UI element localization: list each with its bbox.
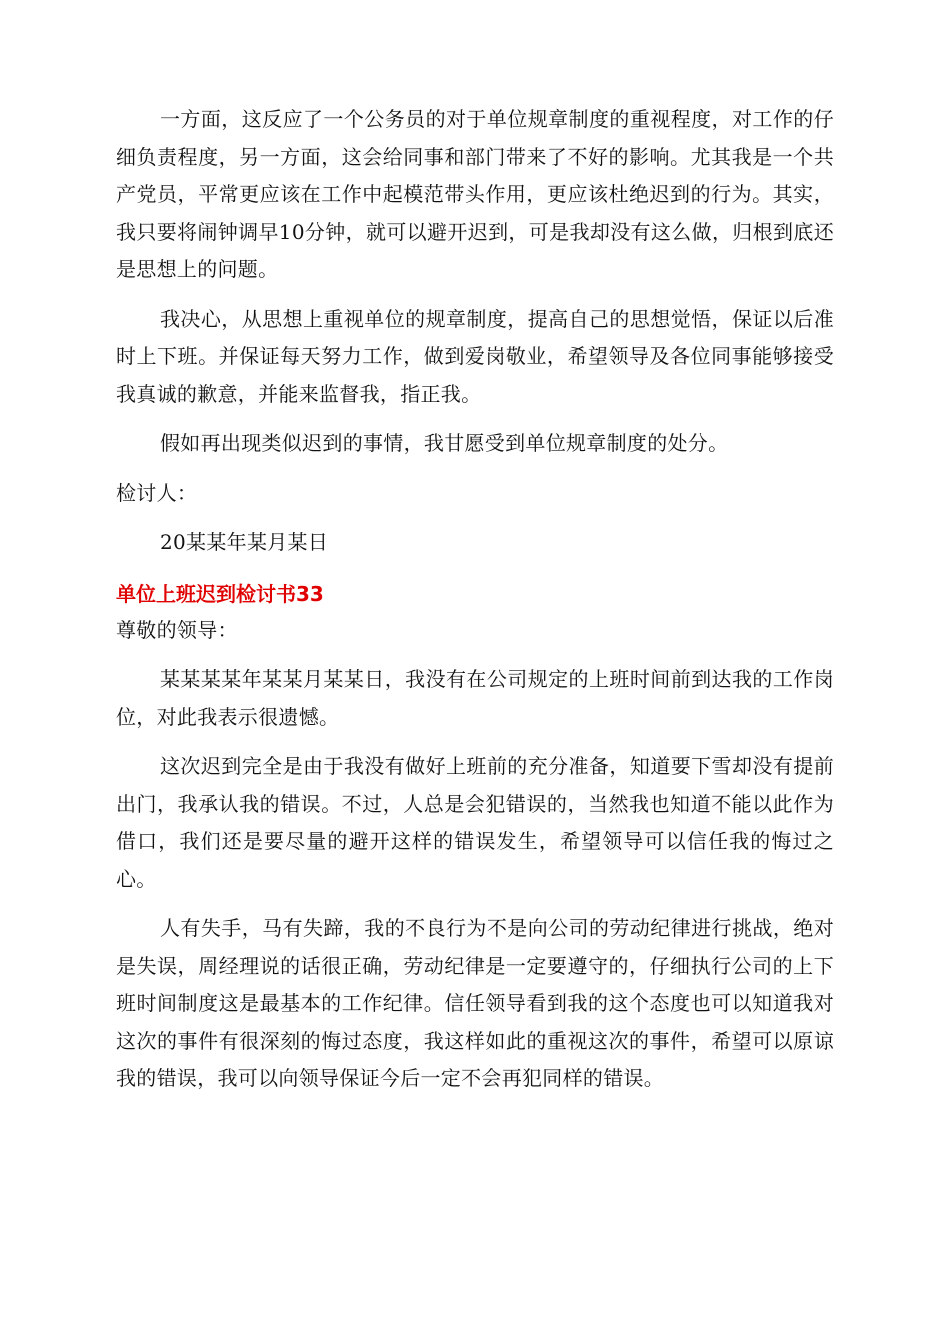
salutation: 尊敬的领导： [116,617,238,642]
paragraph-responsibility: 一方面，这反应了一个公务员的对于单位规章制度的重视程度，对工作的仔细负责程度，另一方面，这会给同事和部门带来了不好的影响。尤其我是一个共产党员，平常更应该在工作中起模范带头作用，更应该杜绝迟到的行为。其实，我只要将闹钟调早10分钟，就可以避开迟到，可是我却没有这么做，归根到底还是思想上的问题。 [116,107,834,281]
paragraph-punishment: 假如再出现类似迟到的事情，我甘愿受到单位规章制度的处分。 [160,431,729,455]
paragraph-apology: 人有失手，马有失蹄，我的不良行为不是向公司的劳动纪律进行挑战，绝对是失误，周经理说的话很正确，劳动纪律是一定要遵守的，仔细执行公司的上下班时间制度这是最基本的工作纪律。信任领导看到我的这个态度也可以知道我对这次的事件有很深刻的悔过态度，我这样如此的重视这次的事件，希望可以原谅我的错误，我可以向领导保证今后一定不会再犯同样的错误。 [116,916,834,1090]
signer-label: 检讨人： [116,480,198,505]
paragraph-resolution: 我决心，从思想上重视单位的规章制度，提高自己的思想觉悟，保证以后准时上下班。并保证每天努力工作，做到爱岗敬业，希望领导及各位同事能够接受我真诚的歉意，并能来监督我，指正我。 [116,306,834,406]
paragraph-late-date: 某某某某年某某月某某日，我没有在公司规定的上班时间前到达我的工作岗位，对此我表示很遗憾。 [116,667,834,729]
date-line: 20某某年某月某日 [160,530,329,554]
section-title: 单位上班迟到检讨书33 [116,581,324,606]
paragraph-reason: 这次迟到完全是由于我没有做好上班前的充分准备，知道要下雪却没有提前出门，我承认我的错误。不过，人总是会犯错误的，当然我也知道不能以此作为借口，我们还是要尽量的避开这样的错误发生，希望领导可以信任我的悔过之心。 [116,754,834,891]
document-body [116,101,834,1098]
